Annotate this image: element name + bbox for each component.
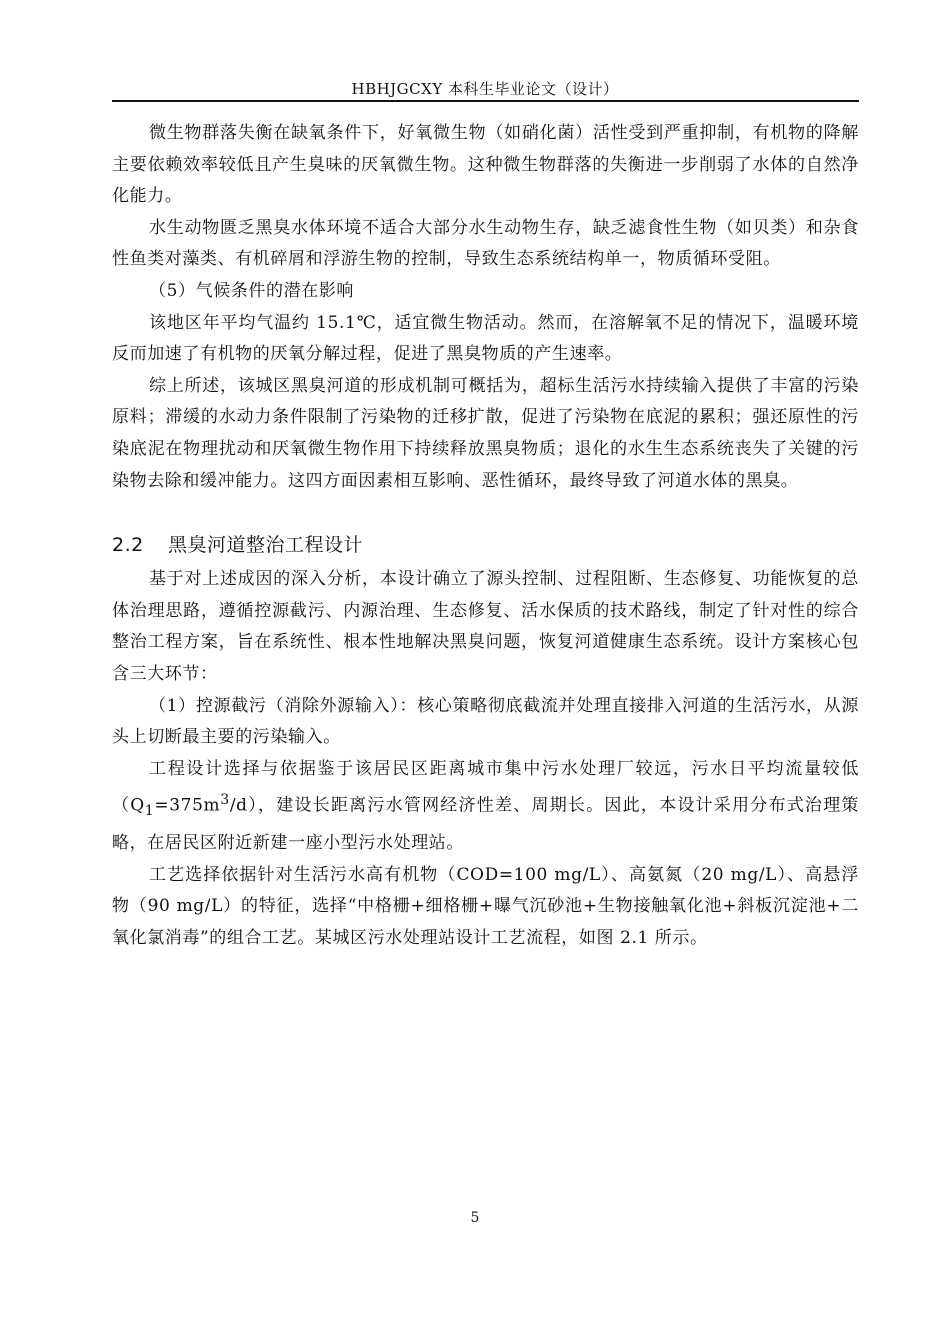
running-header: HBHJGCXY 本科生毕业论文（设计） xyxy=(351,80,619,98)
paragraph-climate-impact: 该地区年平均气温约 15.1℃，适宜微生物活动。然而，在溶解氧不足的情况下，温暖环境反而加速了有机物的厌氧分解过程，促进了黑臭物质的产生速率。 xyxy=(112,312,859,365)
paragraph-engineering-basis: 工程设计选择与依据鉴于该居民区距离城市集中污水处理厂较远，污水日平均流量较低$(Q_1=375m^3/d)$，建设长距离污水管网经济性差、周期长。因此，本设计采用分布式治理策略，在居民区附近新建一座小型污水处理站。 xyxy=(112,758,859,853)
page-number: 5 xyxy=(470,1210,480,1226)
section-title: 黑臭河道整治工程设计 xyxy=(168,534,364,557)
paragraph-microbial-imbalance: 微生物群落失衡在缺氧条件下，好氧微生物（如硝化菌）活性受到严重抑制，有机物的降解主要依赖效率较低且产生臭味的厌氧微生物。这种微生物群落的失衡进一步削弱了水体的自然净化能力。 xyxy=(112,123,859,207)
cubic-superscript: 3 xyxy=(220,792,230,809)
body-text xyxy=(112,118,859,954)
paragraph-aquatic-animals: 水生动物匮乏黑臭水体环境不适合大部分水生动物生存，缺乏滤食性生物（如贝类）和杂食性鱼类对藻类、有机碎屑和浮游生物的控制，导致生态系统结构单一，物质循环受阻。 xyxy=(112,217,859,270)
paragraph-design-approach: 基于对上述成因的深入分析，本设计确立了源头控制、过程阻断、生态修复、功能恢复的总体治理思路，遵循控源截污、内源治理、生态修复、活水保质的技术路线，制定了针对性的综合整治工程方案，旨在系统性、根本性地解决黑臭问题，恢复河道健康生态系统。设计方案核心包含三大环节： xyxy=(112,569,859,684)
paragraph-source-control: （1）控源截污（消除外源输入）：核心策略彻底截流并处理直接排入河道的生活污水，从源头上切断最主要的污染输入。 xyxy=(112,695,859,748)
paragraph-process-selection: 工艺选择依据针对生活污水高有机物（COD=100 mg/L）、高氨氮（20 mg/L）、高悬浮物（90 mg/L）的特征，选择“中格栅+细格栅+曝气沉砂池+生物接触氧化池+斜板沉淀池+二氧化氯消毒”的组合工艺。某城区污水处理站设计工艺流程，如图 2.1 所示。 xyxy=(112,864,859,948)
paragraph-summary: 综上所述，该城区黑臭河道的形成机制可概括为，超标生活污水持续输入提供了丰富的污染原料；滞缓的水动力条件限制了污染物的迁移扩散，促进了污染物在底泥的累积；强还原性的污染底泥在物理扰动和厌氧微生物作用下持续释放黑臭物质；退化的水生生态系统丧失了关键的污染物去除和缓冲能力。这四方面因素相互影响、恶性循环，最终导致了河道水体的黑臭。 xyxy=(112,375,859,491)
section-number: 2.2 xyxy=(112,534,144,557)
paragraph-climate-subheading: （5）气候条件的潜在影响 xyxy=(149,280,355,301)
header-rule xyxy=(112,100,859,102)
section-heading xyxy=(112,529,859,561)
flow-subscript: 1 xyxy=(144,803,155,820)
